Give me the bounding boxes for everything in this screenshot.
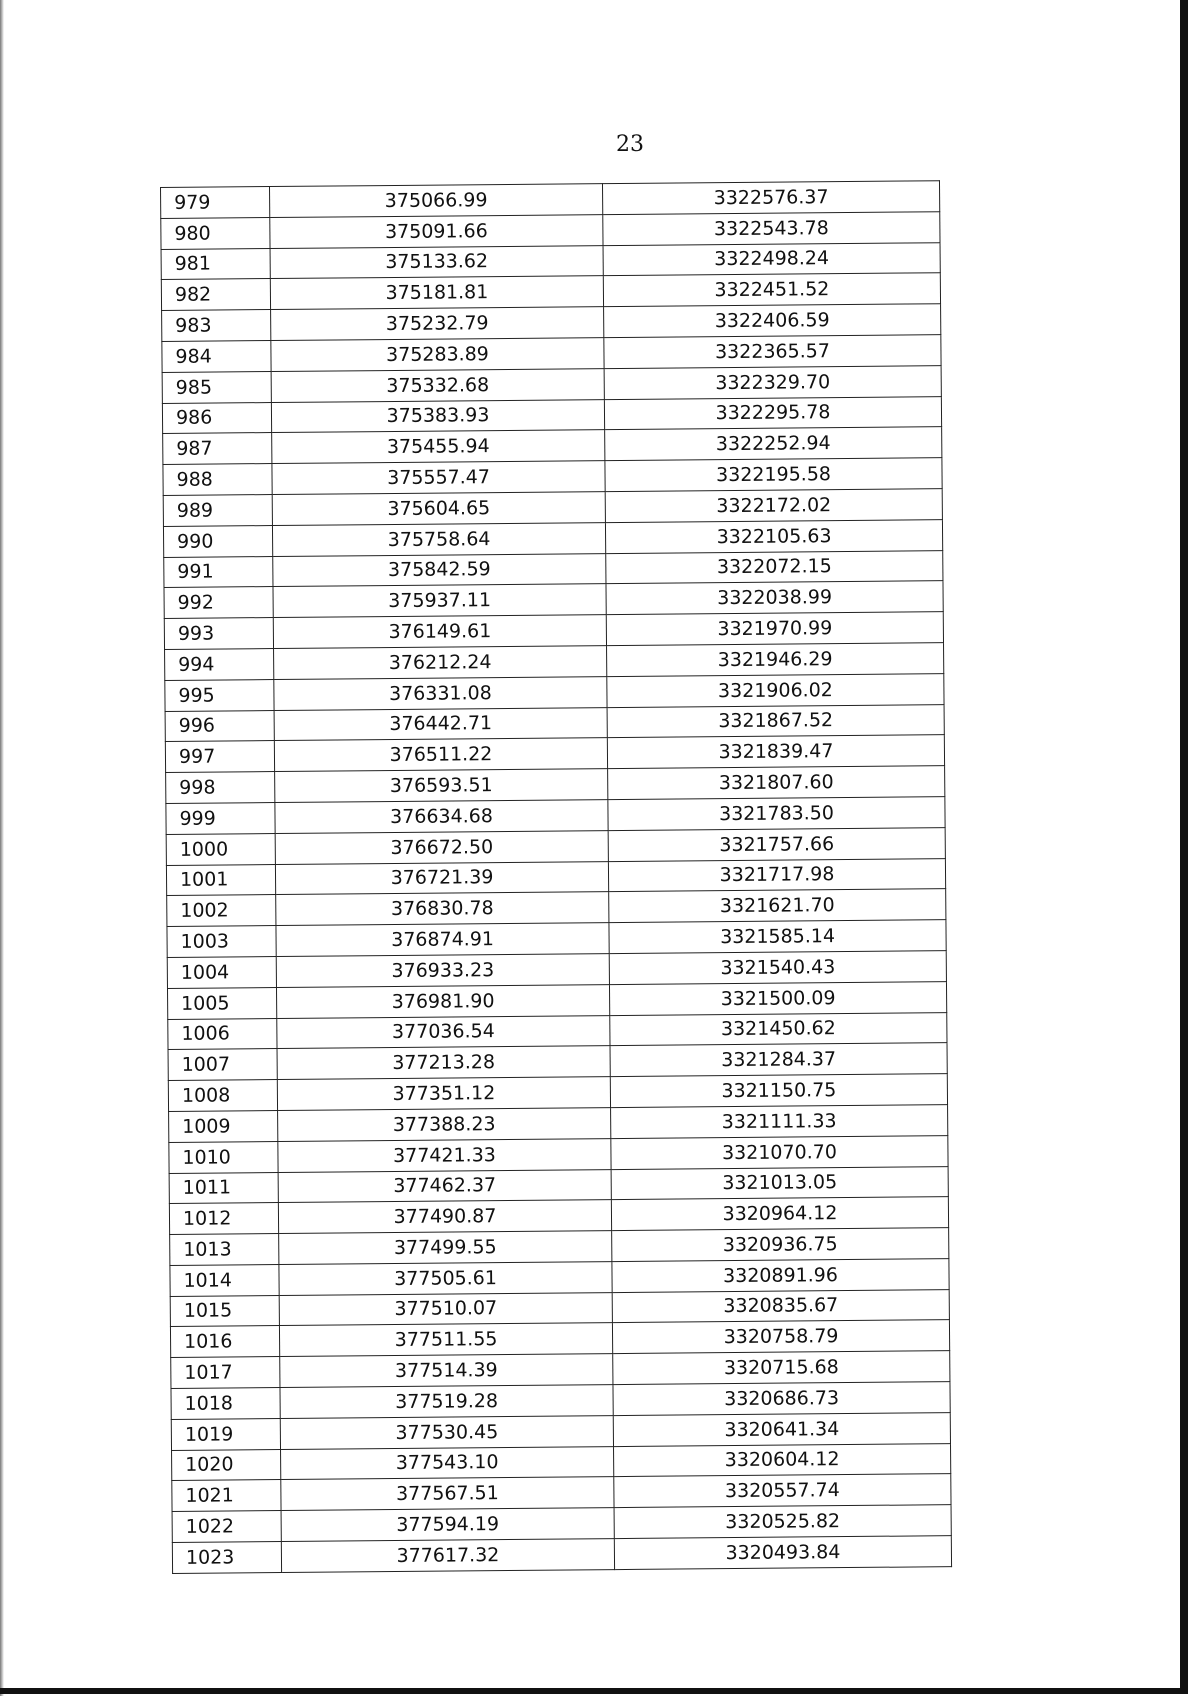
y-coordinate-cell: 3322072.15 [606,550,943,584]
point-id-cell: 997 [165,741,274,773]
point-id-cell: 1010 [169,1141,278,1173]
point-id-cell: 1003 [167,926,276,958]
x-coordinate-cell: 377388.23 [278,1108,611,1142]
point-id-cell: 1005 [167,987,276,1019]
point-id-cell: 984 [162,341,271,373]
y-coordinate-cell: 3322105.63 [605,519,942,553]
y-coordinate-cell: 3322252.94 [605,427,942,461]
x-coordinate-cell: 376981.90 [276,984,609,1018]
table-row [172,1536,951,1574]
y-coordinate-cell: 3321585.14 [609,920,946,954]
y-coordinate-cell: 3322543.78 [603,211,940,245]
point-id-cell: 993 [164,618,273,650]
y-coordinate-cell: 3321906.02 [607,673,944,707]
point-id-cell: 1012 [169,1203,278,1235]
y-coordinate-cell: 3322498.24 [603,242,940,276]
y-coordinate-cell: 3322451.52 [603,273,940,307]
y-coordinate-cell: 3320891.96 [612,1259,949,1293]
page-number: 23 [616,132,644,157]
x-coordinate-cell: 377594.19 [281,1508,614,1542]
point-id-cell: 989 [163,495,272,527]
x-coordinate-cell: 375066.99 [270,184,603,218]
y-coordinate-cell: 3320835.67 [612,1289,949,1323]
y-coordinate-cell: 3322038.99 [606,581,943,615]
point-id-cell: 982 [161,279,270,311]
y-coordinate-cell: 3322295.78 [604,396,941,430]
y-coordinate-cell: 3321540.43 [609,951,946,985]
x-coordinate-cell: 377036.54 [277,1015,610,1049]
x-coordinate-cell: 375091.66 [270,214,603,248]
y-coordinate-cell: 3320557.74 [614,1474,951,1508]
x-coordinate-cell: 377530.45 [280,1415,613,1449]
x-coordinate-cell: 377514.39 [280,1354,613,1388]
point-id-cell: 1001 [166,864,275,896]
y-coordinate-cell: 3321621.70 [609,889,946,923]
point-id-cell: 991 [164,556,273,588]
x-coordinate-cell: 377505.61 [279,1261,612,1295]
x-coordinate-cell: 377490.87 [278,1200,611,1234]
point-id-cell: 1009 [169,1110,278,1142]
y-coordinate-cell: 3321717.98 [608,858,945,892]
x-coordinate-cell: 377617.32 [281,1539,614,1573]
point-id-cell: 981 [161,248,270,280]
x-coordinate-cell: 375133.62 [270,245,603,279]
x-coordinate-cell: 376672.50 [275,830,608,864]
y-coordinate-cell: 3320525.82 [614,1505,951,1539]
x-coordinate-cell: 377510.07 [279,1292,612,1326]
x-coordinate-cell: 376149.61 [273,615,606,649]
point-id-cell: 979 [161,187,270,219]
point-id-cell: 985 [162,371,271,403]
x-coordinate-cell: 376511.22 [274,738,607,772]
y-coordinate-cell: 3320964.12 [611,1197,948,1231]
y-coordinate-cell: 3322406.59 [604,304,941,338]
y-coordinate-cell: 3321150.75 [610,1074,947,1108]
y-coordinate-cell: 3322195.58 [605,458,942,492]
y-coordinate-cell: 3320604.12 [614,1443,951,1477]
point-id-cell: 1015 [170,1295,279,1327]
coordinates-table-body [161,181,952,1574]
x-coordinate-cell: 376830.78 [276,892,609,926]
x-coordinate-cell: 377499.55 [279,1231,612,1265]
x-coordinate-cell: 375383.93 [271,399,604,433]
x-coordinate-cell: 375604.65 [272,492,605,526]
point-id-cell: 1018 [171,1388,280,1420]
y-coordinate-cell: 3321946.29 [607,643,944,677]
point-id-cell: 992 [164,587,273,619]
x-coordinate-cell: 375758.64 [272,522,605,556]
y-coordinate-cell: 3320686.73 [613,1382,950,1416]
point-id-cell: 1011 [169,1172,278,1204]
y-coordinate-cell: 3321070.70 [611,1135,948,1169]
point-id-cell: 995 [165,679,274,711]
x-coordinate-cell: 377519.28 [280,1385,613,1419]
x-coordinate-cell: 376874.91 [276,923,609,957]
point-id-cell: 1004 [167,956,276,988]
x-coordinate-cell: 375937.11 [273,584,606,618]
y-coordinate-cell: 3321757.66 [608,827,945,861]
y-coordinate-cell: 3321013.05 [611,1166,948,1200]
coordinates-table-container [160,180,935,1573]
x-coordinate-cell: 375283.89 [271,338,604,372]
x-coordinate-cell: 377421.33 [278,1138,611,1172]
point-id-cell: 1002 [167,895,276,927]
point-id-cell: 1016 [170,1326,279,1358]
point-id-cell: 1019 [171,1418,280,1450]
y-coordinate-cell: 3321867.52 [607,704,944,738]
point-id-cell: 1023 [172,1542,281,1574]
page-bottom-border [0,1688,1188,1694]
x-coordinate-cell: 375232.79 [271,307,604,341]
y-coordinate-cell: 3320641.34 [613,1413,950,1447]
x-coordinate-cell: 376933.23 [276,954,609,988]
x-coordinate-cell: 377213.28 [277,1046,610,1080]
y-coordinate-cell: 3321284.37 [610,1043,947,1077]
point-id-cell: 1020 [172,1449,281,1481]
x-coordinate-cell: 375557.47 [272,461,605,495]
point-id-cell: 1006 [168,1018,277,1050]
y-coordinate-cell: 3322329.70 [604,365,941,399]
point-id-cell: 987 [163,433,272,465]
x-coordinate-cell: 376331.08 [274,676,607,710]
point-id-cell: 999 [166,802,275,834]
y-coordinate-cell: 3321807.60 [608,766,945,800]
point-id-cell: 1013 [170,1234,279,1266]
x-coordinate-cell: 377351.12 [277,1077,610,1111]
y-coordinate-cell: 3320493.84 [614,1536,951,1570]
x-coordinate-cell: 377543.10 [281,1446,614,1480]
point-id-cell: 1021 [172,1480,281,1512]
point-id-cell: 988 [163,464,272,496]
point-id-cell: 1000 [166,833,275,865]
point-id-cell: 980 [161,217,270,249]
page-right-border [1180,0,1188,1692]
x-coordinate-cell: 377567.51 [281,1477,614,1511]
y-coordinate-cell: 3322576.37 [602,181,939,215]
y-coordinate-cell: 3320936.75 [612,1228,949,1262]
y-coordinate-cell: 3321450.62 [610,1012,947,1046]
point-id-cell: 1007 [168,1049,277,1081]
point-id-cell: 1017 [171,1357,280,1389]
x-coordinate-cell: 375455.94 [272,430,605,464]
x-coordinate-cell: 375181.81 [270,276,603,310]
y-coordinate-cell: 3322172.02 [605,489,942,523]
point-id-cell: 1014 [170,1264,279,1296]
x-coordinate-cell: 376593.51 [275,769,608,803]
point-id-cell: 996 [165,710,274,742]
y-coordinate-cell: 3320758.79 [612,1320,949,1354]
point-id-cell: 986 [162,402,271,434]
x-coordinate-cell: 376721.39 [275,861,608,895]
x-coordinate-cell: 375332.68 [271,368,604,402]
point-id-cell: 990 [163,525,272,557]
x-coordinate-cell: 377511.55 [279,1323,612,1357]
x-coordinate-cell: 376442.71 [274,707,607,741]
y-coordinate-cell: 3321783.50 [608,797,945,831]
x-coordinate-cell: 377462.37 [278,1169,611,1203]
x-coordinate-cell: 375842.59 [273,553,606,587]
page-left-edge [0,0,4,1696]
y-coordinate-cell: 3322365.57 [604,335,941,369]
x-coordinate-cell: 376634.68 [275,800,608,834]
point-id-cell: 994 [165,648,274,680]
point-id-cell: 1008 [168,1080,277,1112]
y-coordinate-cell: 3321500.09 [609,981,946,1015]
point-id-cell: 1022 [172,1511,281,1543]
y-coordinate-cell: 3321970.99 [606,612,943,646]
coordinates-table [160,180,952,1574]
point-id-cell: 983 [162,310,271,342]
y-coordinate-cell: 3320715.68 [613,1351,950,1385]
y-coordinate-cell: 3321111.33 [611,1105,948,1139]
y-coordinate-cell: 3321839.47 [607,735,944,769]
x-coordinate-cell: 376212.24 [274,646,607,680]
point-id-cell: 998 [166,772,275,804]
